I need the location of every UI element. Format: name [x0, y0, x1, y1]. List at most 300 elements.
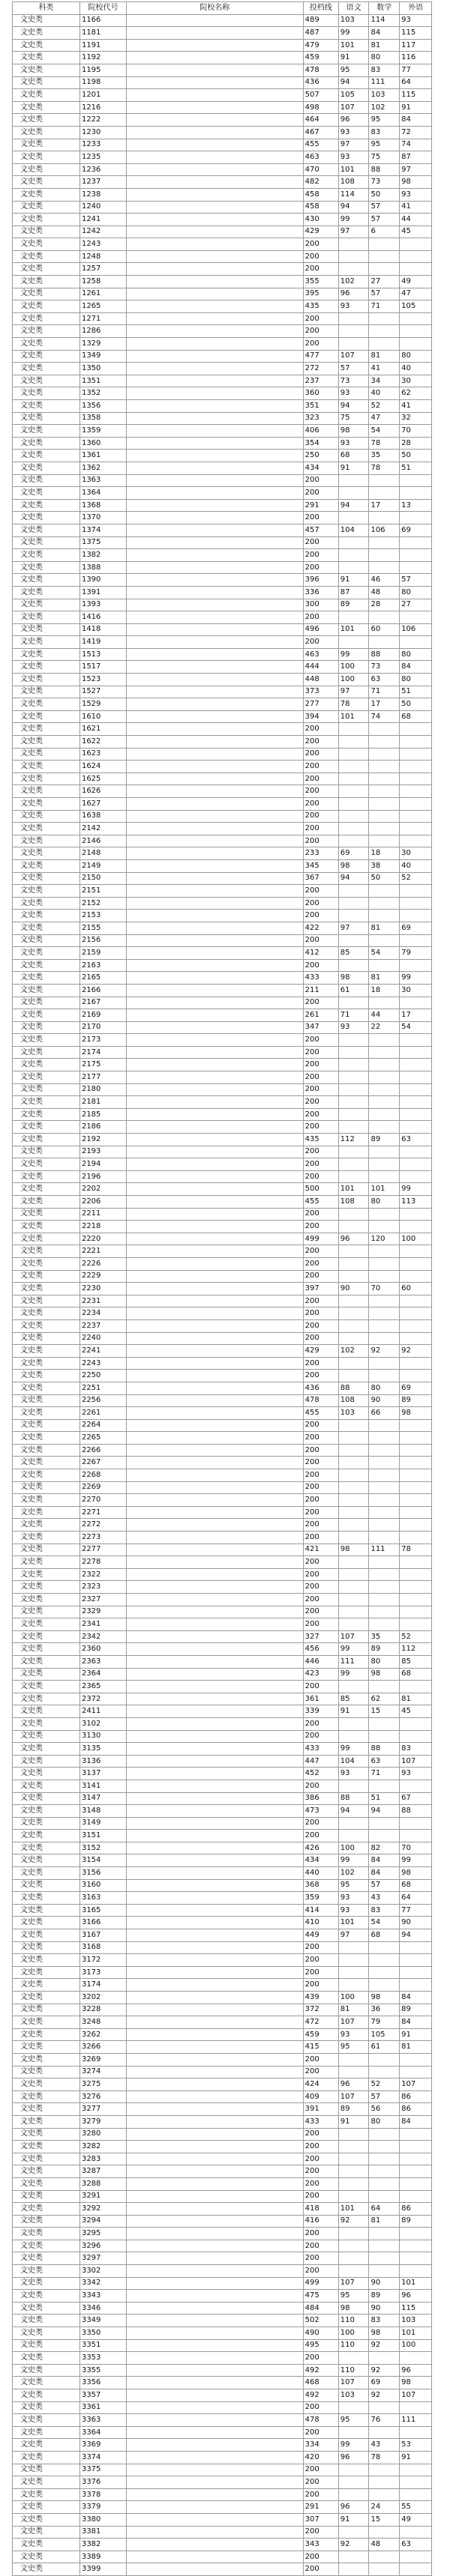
- cell-english: 89: [400, 2004, 432, 2016]
- cell-subject: 文史类: [13, 1357, 80, 1370]
- cell-chinese: [338, 2464, 369, 2476]
- cell-subject: 文史类: [13, 997, 80, 1009]
- cell-math: [369, 536, 400, 549]
- table-row: [13, 1407, 432, 1420]
- cell-english: [400, 1295, 432, 1307]
- table-row: [13, 2066, 432, 2078]
- cell-subject: 文史类: [13, 250, 80, 263]
- cell-school-code: 1240: [80, 201, 126, 214]
- cell-school-name: [127, 2190, 304, 2203]
- cell-math: [369, 785, 400, 798]
- cell-school-name: [127, 1021, 304, 1034]
- cell-chinese: [338, 1295, 369, 1307]
- cell-english: 86: [400, 2090, 432, 2103]
- cell-school-code: 3380: [80, 2513, 126, 2526]
- cell-math: [369, 1966, 400, 1979]
- cell-math: [369, 835, 400, 847]
- cell-subject: 文史类: [13, 1568, 80, 1581]
- cell-chinese: [338, 2128, 369, 2141]
- cell-english: 40: [400, 363, 432, 375]
- table-row: [13, 1121, 432, 1134]
- cell-math: [369, 487, 400, 500]
- table-row: [13, 2128, 432, 2141]
- cell-subject: 文史类: [13, 1046, 80, 1059]
- table-row: [13, 1979, 432, 1992]
- cell-cutoff: 200: [303, 1121, 338, 1134]
- table-row: [13, 1606, 432, 1618]
- cell-chinese: [338, 1979, 369, 1992]
- cell-subject: 文史类: [13, 1307, 80, 1320]
- cell-subject: 文史类: [13, 574, 80, 587]
- cell-english: [400, 2426, 432, 2439]
- cell-school-name: [127, 972, 304, 985]
- cell-cutoff: 347: [303, 1021, 338, 1034]
- cell-english: [400, 1083, 432, 1096]
- cell-subject: 文史类: [13, 1419, 80, 1432]
- cell-chinese: 89: [338, 2103, 369, 2116]
- cell-chinese: 100: [338, 1842, 369, 1854]
- cell-cutoff: 200: [303, 2165, 338, 2178]
- table-row: [13, 450, 432, 462]
- table-row: [13, 599, 432, 611]
- cell-subject: 文史类: [13, 375, 80, 387]
- cell-cutoff: 200: [303, 1941, 338, 1954]
- cell-subject: 文史类: [13, 785, 80, 798]
- cell-math: [369, 2190, 400, 2203]
- cell-math: 105: [369, 2028, 400, 2041]
- cell-cutoff: 200: [303, 1245, 338, 1258]
- cell-english: 70: [400, 425, 432, 438]
- cell-cutoff: 420: [303, 2451, 338, 2464]
- cell-subject: 文史类: [13, 2177, 80, 2190]
- cell-chinese: 94: [338, 1805, 369, 1818]
- cell-chinese: [338, 1581, 369, 1594]
- cell-cutoff: 200: [303, 338, 338, 351]
- cell-school-code: 2256: [80, 1394, 126, 1407]
- cell-english: 86: [400, 2103, 432, 2116]
- cell-math: [369, 2464, 400, 2476]
- cell-english: 79: [400, 947, 432, 960]
- cell-school-name: [127, 586, 304, 599]
- cell-math: 62: [369, 1693, 400, 1705]
- cell-english: 52: [400, 872, 432, 885]
- cell-cutoff: 200: [303, 1481, 338, 1494]
- cell-math: [369, 1170, 400, 1183]
- cell-cutoff: 458: [303, 188, 338, 201]
- cell-subject: 文史类: [13, 1792, 80, 1805]
- cell-math: 74: [369, 710, 400, 723]
- cell-subject: 文史类: [13, 1992, 80, 2004]
- cell-cutoff: 200: [303, 1221, 338, 1233]
- cell-cutoff: 339: [303, 1705, 338, 1718]
- cell-chinese: 101: [338, 623, 369, 636]
- cell-cutoff: 200: [303, 1966, 338, 1979]
- cell-subject: 文史类: [13, 76, 80, 89]
- cell-math: 75: [369, 151, 400, 164]
- cell-chinese: [338, 1519, 369, 1532]
- cell-math: 81: [369, 972, 400, 985]
- cell-school-code: 3280: [80, 2128, 126, 2141]
- cell-school-name: [127, 1879, 304, 1892]
- cell-english: [400, 512, 432, 524]
- cell-school-name: [127, 2078, 304, 2091]
- cell-school-name: [127, 1917, 304, 1929]
- cell-math: [369, 2128, 400, 2141]
- cell-math: [369, 1419, 400, 1432]
- cell-math: [369, 1481, 400, 1494]
- cell-math: [369, 1954, 400, 1967]
- cell-cutoff: 200: [303, 773, 338, 785]
- table-row: [13, 474, 432, 487]
- cell-subject: 文史类: [13, 984, 80, 997]
- table-row: [13, 2165, 432, 2178]
- cell-subject: 文史类: [13, 1407, 80, 1420]
- table-row: [13, 1046, 432, 1059]
- cell-school-name: [127, 1717, 304, 1730]
- cell-cutoff: 200: [303, 1083, 338, 1096]
- cell-subject: 文史类: [13, 2215, 80, 2228]
- cell-school-code: 2152: [80, 897, 126, 910]
- cell-school-name: [127, 2041, 304, 2054]
- cell-school-name: [127, 2551, 304, 2563]
- cell-cutoff: 200: [303, 1979, 338, 1992]
- cell-math: 83: [369, 64, 400, 76]
- cell-cutoff: 359: [303, 1892, 338, 1905]
- table-row: [13, 835, 432, 847]
- cell-school-name: [127, 2476, 304, 2489]
- cell-cutoff: 200: [303, 1319, 338, 1332]
- table-row: [13, 1743, 432, 1756]
- cell-school-code: 1359: [80, 425, 126, 438]
- cell-chinese: 110: [338, 2364, 369, 2377]
- cell-chinese: [338, 1606, 369, 1618]
- cell-cutoff: 433: [303, 2115, 338, 2128]
- cell-chinese: 98: [338, 1544, 369, 1556]
- cell-chinese: 91: [338, 462, 369, 474]
- cell-english: [400, 2563, 432, 2576]
- cell-english: [400, 1681, 432, 1693]
- table-row: [13, 126, 432, 139]
- table-row: [13, 2551, 432, 2563]
- cell-chinese: [338, 238, 369, 251]
- cell-cutoff: 490: [303, 2327, 338, 2340]
- cell-math: 43: [369, 1892, 400, 1905]
- table-row: [13, 2004, 432, 2016]
- cell-cutoff: 200: [303, 1295, 338, 1307]
- cell-math: [369, 312, 400, 325]
- cell-math: 71: [369, 300, 400, 313]
- cell-chinese: [338, 810, 369, 823]
- table-row: [13, 1643, 432, 1656]
- cell-subject: 文史类: [13, 1146, 80, 1158]
- cell-school-name: [127, 1059, 304, 1071]
- table-row: [13, 984, 432, 997]
- cell-english: 84: [400, 2016, 432, 2029]
- cell-chinese: [338, 1332, 369, 1345]
- cell-chinese: 96: [338, 2078, 369, 2091]
- cell-english: [400, 823, 432, 835]
- cell-chinese: [338, 1954, 369, 1967]
- cell-math: 114: [369, 14, 400, 27]
- cell-math: 78: [369, 462, 400, 474]
- cell-math: [369, 748, 400, 761]
- cell-school-name: [127, 2277, 304, 2290]
- cell-school-name: [127, 14, 304, 27]
- table-row: [13, 872, 432, 885]
- cell-math: [369, 1245, 400, 1258]
- cell-cutoff: 386: [303, 1792, 338, 1805]
- table-row: [13, 250, 432, 263]
- cell-chinese: 91: [338, 2513, 369, 2526]
- cell-subject: 文史类: [13, 1021, 80, 1034]
- cell-cutoff: 336: [303, 586, 338, 599]
- table-body: [13, 14, 432, 2575]
- cell-school-name: [127, 2464, 304, 2476]
- table-row: [13, 2488, 432, 2501]
- cell-school-code: 3356: [80, 2377, 126, 2389]
- cell-english: 41: [400, 201, 432, 214]
- cell-school-code: 1370: [80, 512, 126, 524]
- cell-subject: 文史类: [13, 2563, 80, 2576]
- cell-school-code: 3357: [80, 2389, 126, 2402]
- cell-school-name: [127, 648, 304, 661]
- cell-math: [369, 238, 400, 251]
- cell-school-name: [127, 126, 304, 139]
- cell-school-name: [127, 2203, 304, 2216]
- cell-english: [400, 748, 432, 761]
- cell-math: 28: [369, 599, 400, 611]
- cell-school-name: [127, 2339, 304, 2352]
- table-row: [13, 300, 432, 313]
- cell-school-name: [127, 910, 304, 922]
- cell-school-code: 2180: [80, 1083, 126, 1096]
- cell-subject: 文史类: [13, 736, 80, 749]
- cell-cutoff: 211: [303, 984, 338, 997]
- cell-subject: 文史类: [13, 1904, 80, 1917]
- cell-chinese: [338, 798, 369, 811]
- table-row: [13, 276, 432, 288]
- cell-school-name: [127, 1134, 304, 1146]
- cell-math: [369, 2228, 400, 2240]
- cell-school-code: 1329: [80, 338, 126, 351]
- table-row: [13, 350, 432, 363]
- cell-subject: 文史类: [13, 151, 80, 164]
- cell-subject: 文史类: [13, 363, 80, 375]
- cell-chinese: 100: [338, 661, 369, 674]
- cell-math: 88: [369, 648, 400, 661]
- table-row: [13, 2103, 432, 2116]
- cell-school-code: 1230: [80, 126, 126, 139]
- cell-school-name: [127, 1146, 304, 1158]
- cell-cutoff: 200: [303, 2464, 338, 2476]
- cell-english: 68: [400, 710, 432, 723]
- cell-english: [400, 2190, 432, 2203]
- table-row: [13, 636, 432, 649]
- cell-english: [400, 1979, 432, 1992]
- cell-math: [369, 736, 400, 749]
- table-header-row: [13, 2, 432, 15]
- cell-subject: 文史类: [13, 2078, 80, 2091]
- cell-math: 57: [369, 201, 400, 214]
- cell-school-name: [127, 1506, 304, 1519]
- cell-subject: 文史类: [13, 1668, 80, 1681]
- cell-school-code: 2264: [80, 1419, 126, 1432]
- cell-cutoff: 440: [303, 1867, 338, 1880]
- cell-school-name: [127, 1830, 304, 1842]
- cell-english: [400, 910, 432, 922]
- table-row: [13, 810, 432, 823]
- cell-english: 91: [400, 2451, 432, 2464]
- cell-english: [400, 2488, 432, 2501]
- cell-cutoff: 502: [303, 2315, 338, 2327]
- cell-school-code: 2329: [80, 1606, 126, 1618]
- cell-school-code: 2323: [80, 1581, 126, 1594]
- cell-chinese: 95: [338, 2290, 369, 2303]
- cell-math: 92: [369, 2339, 400, 2352]
- cell-chinese: 95: [338, 2041, 369, 2054]
- cell-school-code: 3166: [80, 1917, 126, 1929]
- cell-school-code: 2155: [80, 922, 126, 934]
- cell-cutoff: 360: [303, 387, 338, 400]
- cell-cutoff: 334: [303, 2439, 338, 2452]
- cell-english: 101: [400, 2327, 432, 2340]
- cell-cutoff: 200: [303, 798, 338, 811]
- cell-school-name: [127, 1221, 304, 1233]
- cell-chinese: [338, 885, 369, 898]
- cell-chinese: [338, 1444, 369, 1457]
- cell-school-code: 3269: [80, 2053, 126, 2066]
- cell-school-code: 2278: [80, 1556, 126, 1569]
- cell-chinese: [338, 1096, 369, 1109]
- cell-subject: 文史类: [13, 2551, 80, 2563]
- cell-school-name: [127, 1196, 304, 1209]
- cell-chinese: [338, 1083, 369, 1096]
- cell-school-code: 1265: [80, 300, 126, 313]
- cell-school-name: [127, 76, 304, 89]
- cell-subject: 文史类: [13, 2277, 80, 2290]
- cell-school-code: 2163: [80, 959, 126, 972]
- cell-math: [369, 338, 400, 351]
- table-row: [13, 1556, 432, 1569]
- cell-school-code: 1216: [80, 101, 126, 114]
- cell-math: [369, 997, 400, 1009]
- cell-english: 111: [400, 2414, 432, 2427]
- cell-chinese: [338, 1158, 369, 1171]
- cell-school-name: [127, 1046, 304, 1059]
- cell-chinese: 93: [338, 1768, 369, 1780]
- cell-english: 49: [400, 2513, 432, 2526]
- cell-math: [369, 2476, 400, 2489]
- cell-school-name: [127, 1544, 304, 1556]
- cell-subject: 文史类: [13, 1705, 80, 1718]
- cell-chinese: 69: [338, 847, 369, 860]
- cell-math: [369, 2141, 400, 2153]
- cell-chinese: 96: [338, 2451, 369, 2464]
- cell-cutoff: 200: [303, 325, 338, 338]
- cell-chinese: 100: [338, 1992, 369, 2004]
- cell-english: [400, 1046, 432, 1059]
- cell-subject: 文史类: [13, 934, 80, 947]
- table-row: [13, 238, 432, 251]
- cell-chinese: [338, 2141, 369, 2153]
- cell-school-name: [127, 549, 304, 562]
- cell-cutoff: 361: [303, 1693, 338, 1705]
- cell-school-name: [127, 1842, 304, 1854]
- cell-school-code: 1166: [80, 14, 126, 27]
- cell-english: [400, 1618, 432, 1631]
- cell-chinese: [338, 997, 369, 1009]
- cell-chinese: 98: [338, 859, 369, 872]
- cell-school-code: 3295: [80, 2228, 126, 2240]
- cell-math: 89: [369, 1134, 400, 1146]
- table-row: [13, 2053, 432, 2066]
- cell-chinese: 107: [338, 1630, 369, 1643]
- cell-subject: 文史类: [13, 325, 80, 338]
- table-row: [13, 1954, 432, 1967]
- cell-subject: 文史类: [13, 2476, 80, 2489]
- col-header-english: 外语: [400, 2, 432, 15]
- cell-cutoff: 433: [303, 972, 338, 985]
- cell-cutoff: 507: [303, 89, 338, 102]
- cell-chinese: [338, 512, 369, 524]
- cell-chinese: [338, 2488, 369, 2501]
- cell-school-code: 3292: [80, 2203, 126, 2216]
- cell-school-name: [127, 674, 304, 686]
- cell-math: 81: [369, 2215, 400, 2228]
- cell-school-code: 1627: [80, 798, 126, 811]
- cell-school-name: [127, 363, 304, 375]
- cell-subject: 文史类: [13, 2103, 80, 2116]
- cell-chinese: 108: [338, 176, 369, 189]
- cell-math: 111: [369, 76, 400, 89]
- cell-school-code: 3165: [80, 1904, 126, 1917]
- table-row: [13, 1196, 432, 1209]
- cell-chinese: 93: [338, 300, 369, 313]
- cell-cutoff: 368: [303, 1879, 338, 1892]
- cell-school-code: 3160: [80, 1879, 126, 1892]
- cell-school-name: [127, 885, 304, 898]
- cell-school-code: 1625: [80, 773, 126, 785]
- cell-english: [400, 2265, 432, 2278]
- table-row: [13, 1532, 432, 1544]
- cell-school-name: [127, 1096, 304, 1109]
- table-row: [13, 2028, 432, 2041]
- cell-cutoff: 200: [303, 2228, 338, 2240]
- table-row: [13, 1867, 432, 1880]
- table-row: [13, 972, 432, 985]
- table-row: [13, 934, 432, 947]
- cell-school-code: 1181: [80, 27, 126, 40]
- cell-chinese: 92: [338, 2539, 369, 2551]
- table-row: [13, 611, 432, 624]
- cell-subject: 文史类: [13, 1394, 80, 1407]
- cell-school-name: [127, 2053, 304, 2066]
- cell-school-code: 3294: [80, 2215, 126, 2228]
- cell-school-code: 3343: [80, 2290, 126, 2303]
- col-header-school-code: 院校代号: [80, 2, 126, 15]
- cell-subject: 文史类: [13, 1469, 80, 1482]
- table-row: [13, 1009, 432, 1022]
- cell-subject: 文史类: [13, 611, 80, 624]
- cell-school-name: [127, 2451, 304, 2464]
- cell-subject: 文史类: [13, 872, 80, 885]
- cell-subject: 文史类: [13, 599, 80, 611]
- cell-chinese: [338, 1108, 369, 1121]
- table-row: [13, 1929, 432, 1942]
- cell-school-code: 2267: [80, 1457, 126, 1469]
- cell-english: [400, 959, 432, 972]
- cell-school-name: [127, 52, 304, 64]
